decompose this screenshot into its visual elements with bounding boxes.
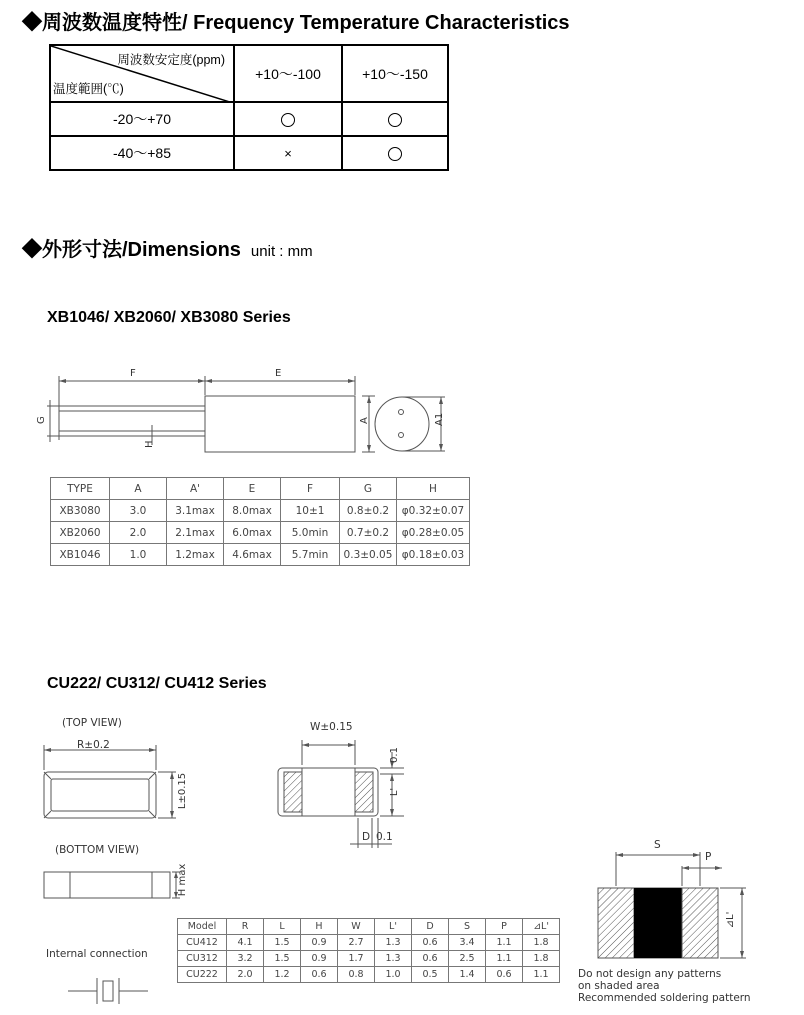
cell: 0.5	[412, 967, 449, 983]
cell: XB3080	[51, 500, 110, 522]
cell: 1.0	[110, 544, 167, 566]
top-view-label: (TOP VIEW)	[62, 717, 122, 729]
cell: φ0.32±0.07	[397, 500, 470, 522]
col-header: +10～-100	[234, 45, 342, 102]
temp-range-cell: -40～+85	[50, 136, 234, 170]
cell: φ0.28±0.05	[397, 522, 470, 544]
col-header: L'	[375, 919, 412, 935]
note-line: Do not design any patterns	[578, 968, 722, 980]
cell: 0.9	[301, 951, 338, 967]
cell: 1.2	[264, 967, 301, 983]
cell: 0.6	[412, 935, 449, 951]
cell: 1.1	[486, 951, 523, 967]
dim-e-label: E	[275, 368, 282, 379]
col-header: P	[486, 919, 523, 935]
na-cell: ×	[234, 136, 342, 170]
cell: 3.4	[449, 935, 486, 951]
cu-series-title: CU222/ CU312/ CU412 Series	[47, 675, 267, 692]
cell: 1.1	[486, 935, 523, 951]
col-header: TYPE	[51, 478, 110, 500]
table-row	[178, 951, 560, 967]
w-dim-label: W±0.15	[310, 721, 353, 733]
col-header: H	[301, 919, 338, 935]
temp-range-cell: -20～+70	[50, 102, 234, 136]
cell: 0.6	[301, 967, 338, 983]
col-header: A'	[167, 478, 224, 500]
s-label: S	[654, 839, 661, 851]
cell: 0.6	[412, 951, 449, 967]
cell: 0.8±0.2	[340, 500, 397, 522]
cell: 0.9	[301, 935, 338, 951]
cell: 5.7min	[281, 544, 340, 566]
h-max-label: H max	[177, 863, 188, 897]
header-temp-range: 温度範囲(℃)	[53, 82, 124, 96]
cell: CU412	[178, 935, 227, 951]
cell: 3.0	[110, 500, 167, 522]
freq-section-title: ◆周波数温度特性/ Frequency Temperature Characteristics	[22, 12, 570, 34]
cell: 3.2	[227, 951, 264, 967]
cell: 6.0max	[224, 522, 281, 544]
l-prime-label: L'	[389, 787, 400, 797]
cell: 0.8	[338, 967, 375, 983]
col-header: G	[340, 478, 397, 500]
col-header: W	[338, 919, 375, 935]
cell: 2.1max	[167, 522, 224, 544]
cell: 1.4	[449, 967, 486, 983]
cell: φ0.18±0.03	[397, 544, 470, 566]
dim-01-top: 0.1	[389, 747, 400, 763]
col-header: F	[281, 478, 340, 500]
col-header: E	[224, 478, 281, 500]
cell: 8.0max	[224, 500, 281, 522]
xb-series-title: XB1046/ XB2060/ XB3080 Series	[47, 309, 291, 326]
cell: 1.5	[264, 951, 301, 967]
col-header: D	[412, 919, 449, 935]
dim-01-bottom: 0.1	[376, 831, 393, 843]
dim-f-label: F	[130, 368, 136, 379]
cell: 0.6	[486, 967, 523, 983]
col-header: A	[110, 478, 167, 500]
internal-connection-label: Internal connection	[46, 948, 148, 960]
cell: 10±1	[281, 500, 340, 522]
col-header: Model	[178, 919, 227, 935]
col-header: +10～-150	[342, 45, 448, 102]
cell: 3.1max	[167, 500, 224, 522]
unit-label: unit : mm	[250, 243, 313, 260]
cell: XB2060	[51, 522, 110, 544]
table-row	[178, 967, 560, 983]
l-dim-label: L±0.15	[177, 772, 188, 810]
bottom-view-label: (BOTTOM VIEW)	[55, 844, 140, 856]
dim-a1-label: A1	[434, 412, 445, 426]
cell: 2.0	[227, 967, 264, 983]
col-header: S	[449, 919, 486, 935]
cell: 2.0	[110, 522, 167, 544]
r-dim-label: R±0.2	[77, 739, 110, 751]
col-header: ⊿L'	[523, 919, 560, 935]
note-line: Recommended soldering pattern	[578, 992, 751, 1004]
cell: XB1046	[51, 544, 110, 566]
cell: 1.8	[523, 951, 560, 967]
cell: 1.5	[264, 935, 301, 951]
cell: 2.5	[449, 951, 486, 967]
header-stability: 周波数安定度(ppm)	[117, 53, 225, 67]
dimensions-title-text: ◆外形寸法/Dimensions	[22, 239, 241, 261]
cell: 0.7±0.2	[340, 522, 397, 544]
cell: 1.1	[523, 967, 560, 983]
cell: 4.6max	[224, 544, 281, 566]
cell: CU312	[178, 951, 227, 967]
cell: 2.7	[338, 935, 375, 951]
cell: 0.3±0.05	[340, 544, 397, 566]
col-header: L	[264, 919, 301, 935]
cell: 1.2max	[167, 544, 224, 566]
cu-dimension-table	[177, 918, 560, 983]
dim-g-label: G	[36, 416, 47, 424]
cell: 1.0	[375, 967, 412, 983]
p-label: P	[705, 851, 712, 863]
cell: CU222	[178, 967, 227, 983]
cell: 1.8	[523, 935, 560, 951]
note-line: on shaded area	[578, 980, 660, 992]
cell: 1.7	[338, 951, 375, 967]
delta-l-label: ⊿L'	[725, 911, 736, 929]
dim-a-label: A	[359, 417, 370, 424]
cell: 1.3	[375, 935, 412, 951]
cell: 5.0min	[281, 522, 340, 544]
col-header: H	[397, 478, 470, 500]
d-label: D	[362, 831, 371, 843]
table-row	[178, 935, 560, 951]
cell: 1.3	[375, 951, 412, 967]
col-header: R	[227, 919, 264, 935]
dim-h-label: H	[144, 440, 155, 448]
cell: 4.1	[227, 935, 264, 951]
